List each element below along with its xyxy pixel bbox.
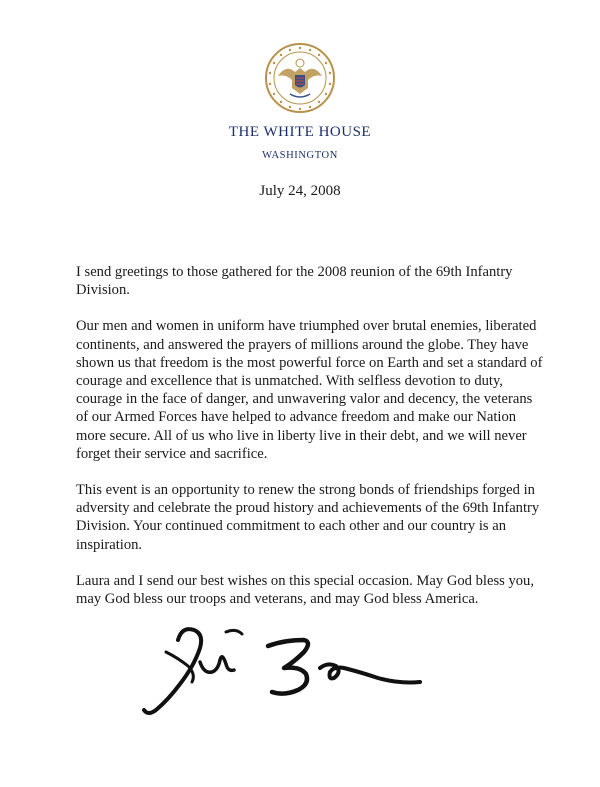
letter-paragraph: This event is an opportunity to renew the strong bonds of friendships forged in adversity and celebrate the proud history and achievements of the 69th Infantry Division. Your continued commitment to each other and our country is an inspiration. [76, 482, 540, 553]
letter-body [76, 263, 546, 626]
letterhead-city: WASHINGTON [262, 150, 338, 161]
presidential-seal-icon [264, 42, 336, 114]
letter-paragraph: Our men and women in uniform have triumphed over brutal enemies, liberated continents, and answered the prayers of millions around the globe. They have shown us that freedom is the most powerful force on Earth and set a standard of courage and excellence that is unmatched. With selfless devotion to duty, courage in the face of danger, and unwavering valor and decency, the veterans of our Armed Forces have helped to advance freedom and make our Nation more secure. All of us who live in liberty live in their debt, and we will never forget their service and sacrifice. [76, 318, 543, 462]
letter-paragraph: I send greetings to those gathered for the 2008 reunion of the 69th Infantry Division. [76, 264, 513, 299]
letterhead-title: THE WHITE HOUSE [228, 124, 372, 140]
handwritten-signature-icon [108, 622, 428, 727]
letter-date: July 24, 2008 [259, 183, 341, 199]
letter-paragraph: Laura and I send our best wishes on this special occasion. May God bless you, may God bless our troops and veterans, and may God bless America. [76, 572, 534, 608]
